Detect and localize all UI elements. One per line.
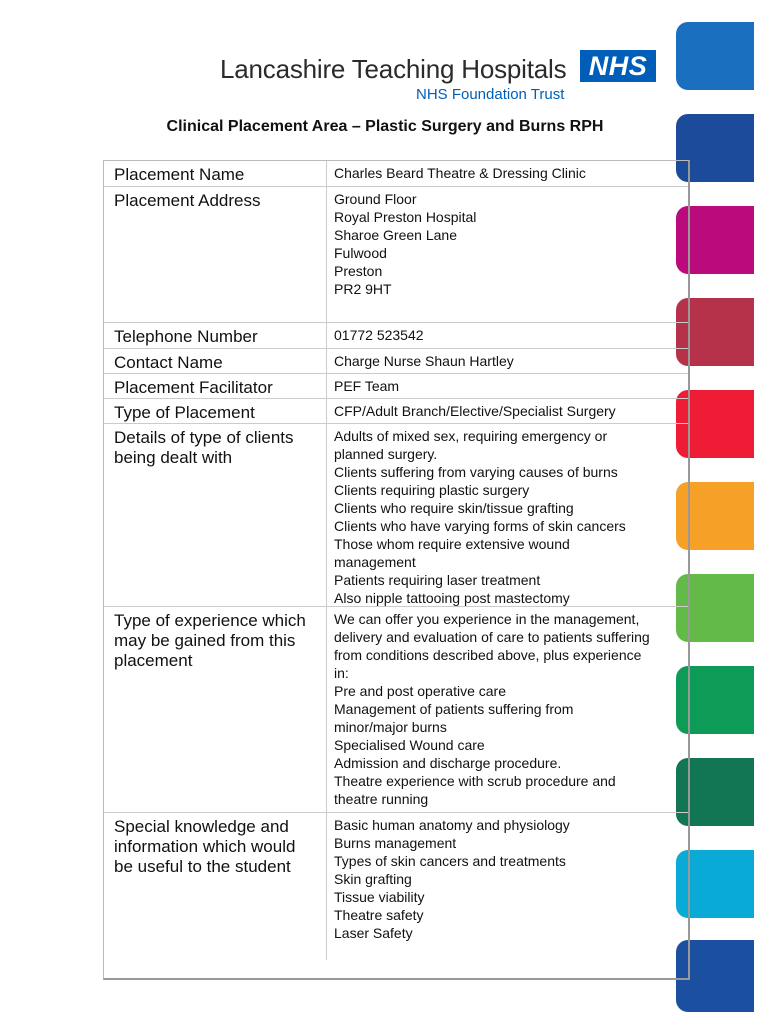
nhs-logo: NHS	[580, 50, 656, 82]
trust-name: Lancashire Teaching Hospitals	[220, 54, 567, 84]
value-line: Adults of mixed sex, requiring emergency or	[334, 428, 608, 444]
label-line: being dealt with	[114, 448, 233, 467]
row-label	[104, 373, 326, 398]
value-line: minor/major burns	[334, 719, 447, 735]
table-bottom-padding	[104, 960, 688, 978]
row-value	[326, 186, 688, 322]
value-line: from conditions described above, plus experience	[334, 647, 642, 663]
label-line: may be gained from this	[114, 631, 296, 650]
table-row-placement-address	[104, 186, 688, 322]
value-line: Laser Safety	[334, 925, 413, 941]
value-line: Clients who require skin/tissue grafting	[334, 500, 574, 516]
row-label	[104, 348, 326, 373]
value-line: CFP/Adult Branch/Elective/Specialist Surgery	[334, 403, 616, 419]
value-line: Specialised Wound care	[334, 737, 485, 753]
color-tab-blue	[676, 22, 754, 90]
value-line: Clients requiring plastic surgery	[334, 482, 530, 498]
value-line: in:	[334, 665, 349, 681]
row-value	[326, 373, 688, 398]
value-line: Pre and post operative care	[334, 683, 506, 699]
table-row-placement-name	[104, 161, 688, 186]
placement-info-table	[103, 160, 690, 980]
row-value	[326, 348, 688, 373]
label-line: Telephone Number	[114, 327, 258, 346]
label-line: Type of Placement	[114, 403, 255, 422]
value-line: management	[334, 554, 416, 570]
document-title: Clinical Placement Area – Plastic Surgery and Burns RPH	[166, 118, 604, 135]
row-value	[326, 398, 688, 423]
value-line: Burns management	[334, 835, 457, 851]
table-row-placement-facilitator	[104, 373, 688, 398]
value-line: Those whom require extensive wound	[334, 536, 570, 552]
value-line: Admission and discharge procedure.	[334, 755, 562, 771]
value-line: PEF Team	[334, 378, 400, 394]
row-label	[104, 423, 326, 606]
table-row-details-of-type-of-clients-being-dealt-with	[104, 423, 688, 606]
table-row-type-of-placement	[104, 398, 688, 423]
value-line: Management of patients suffering from	[334, 701, 574, 717]
row-value	[326, 812, 688, 960]
row-value	[326, 606, 688, 812]
row-label	[104, 812, 326, 960]
label-line: Placement Address	[114, 191, 261, 210]
value-line: Skin grafting	[334, 871, 412, 887]
label-line: Details of type of clients	[114, 428, 294, 447]
value-line: Charles Beard Theatre & Dressing Clinic	[334, 165, 586, 181]
value-line: Charge Nurse Shaun Hartley	[334, 353, 514, 369]
value-line: Preston	[334, 263, 383, 279]
value-line: Sharoe Green Lane	[334, 227, 457, 243]
trust-subtitle: NHS Foundation Trust	[416, 86, 565, 103]
value-line: theatre running	[334, 791, 429, 807]
label-line: Placement Name	[114, 165, 245, 184]
label-line: Special knowledge and	[114, 817, 289, 836]
value-line: planned surgery.	[334, 446, 438, 462]
value-line: Patients requiring laser treatment	[334, 572, 541, 588]
row-value	[326, 423, 688, 606]
row-label	[104, 186, 326, 322]
table-row-type-of-experience-which-may-be-gained-from-this-placement	[104, 606, 688, 812]
value-line: Clients who have varying forms of skin cancers	[334, 518, 626, 534]
value-line: Tissue viability	[334, 889, 425, 905]
label-line: Contact Name	[114, 353, 223, 372]
row-label	[104, 606, 326, 812]
label-line: information which would	[114, 837, 296, 856]
row-label	[104, 398, 326, 423]
value-line: Fulwood	[334, 245, 387, 261]
value-line: Basic human anatomy and physiology	[334, 817, 570, 833]
value-line: delivery and evaluation of care to patients suffering	[334, 629, 650, 645]
row-value	[326, 322, 688, 348]
value-line: Ground Floor	[334, 191, 417, 207]
label-line: Type of experience which	[114, 611, 306, 630]
row-value	[326, 161, 688, 186]
value-line: Also nipple tattooing post mastectomy	[334, 590, 570, 606]
label-line: placement	[114, 651, 193, 670]
table-row-special-knowledge-and-information-which-would-be-useful-to-the-student	[104, 812, 688, 960]
letterhead	[220, 48, 660, 108]
table-row-telephone-number	[104, 322, 688, 348]
label-line: Placement Facilitator	[114, 378, 273, 397]
value-line: Royal Preston Hospital	[334, 209, 477, 225]
value-line: PR2 9HT	[334, 281, 392, 297]
value-line: Theatre experience with scrub procedure and	[334, 773, 616, 789]
value-line: Theatre safety	[334, 907, 424, 923]
label-line: be useful to the student	[114, 857, 291, 876]
row-label	[104, 161, 326, 186]
value-line: We can offer you experience in the management,	[334, 611, 640, 627]
table-row-contact-name	[104, 348, 688, 373]
value-line: 01772 523542	[334, 327, 424, 343]
value-line: Types of skin cancers and treatments	[334, 853, 566, 869]
value-line: Clients suffering from varying causes of burns	[334, 464, 618, 480]
row-label	[104, 322, 326, 348]
